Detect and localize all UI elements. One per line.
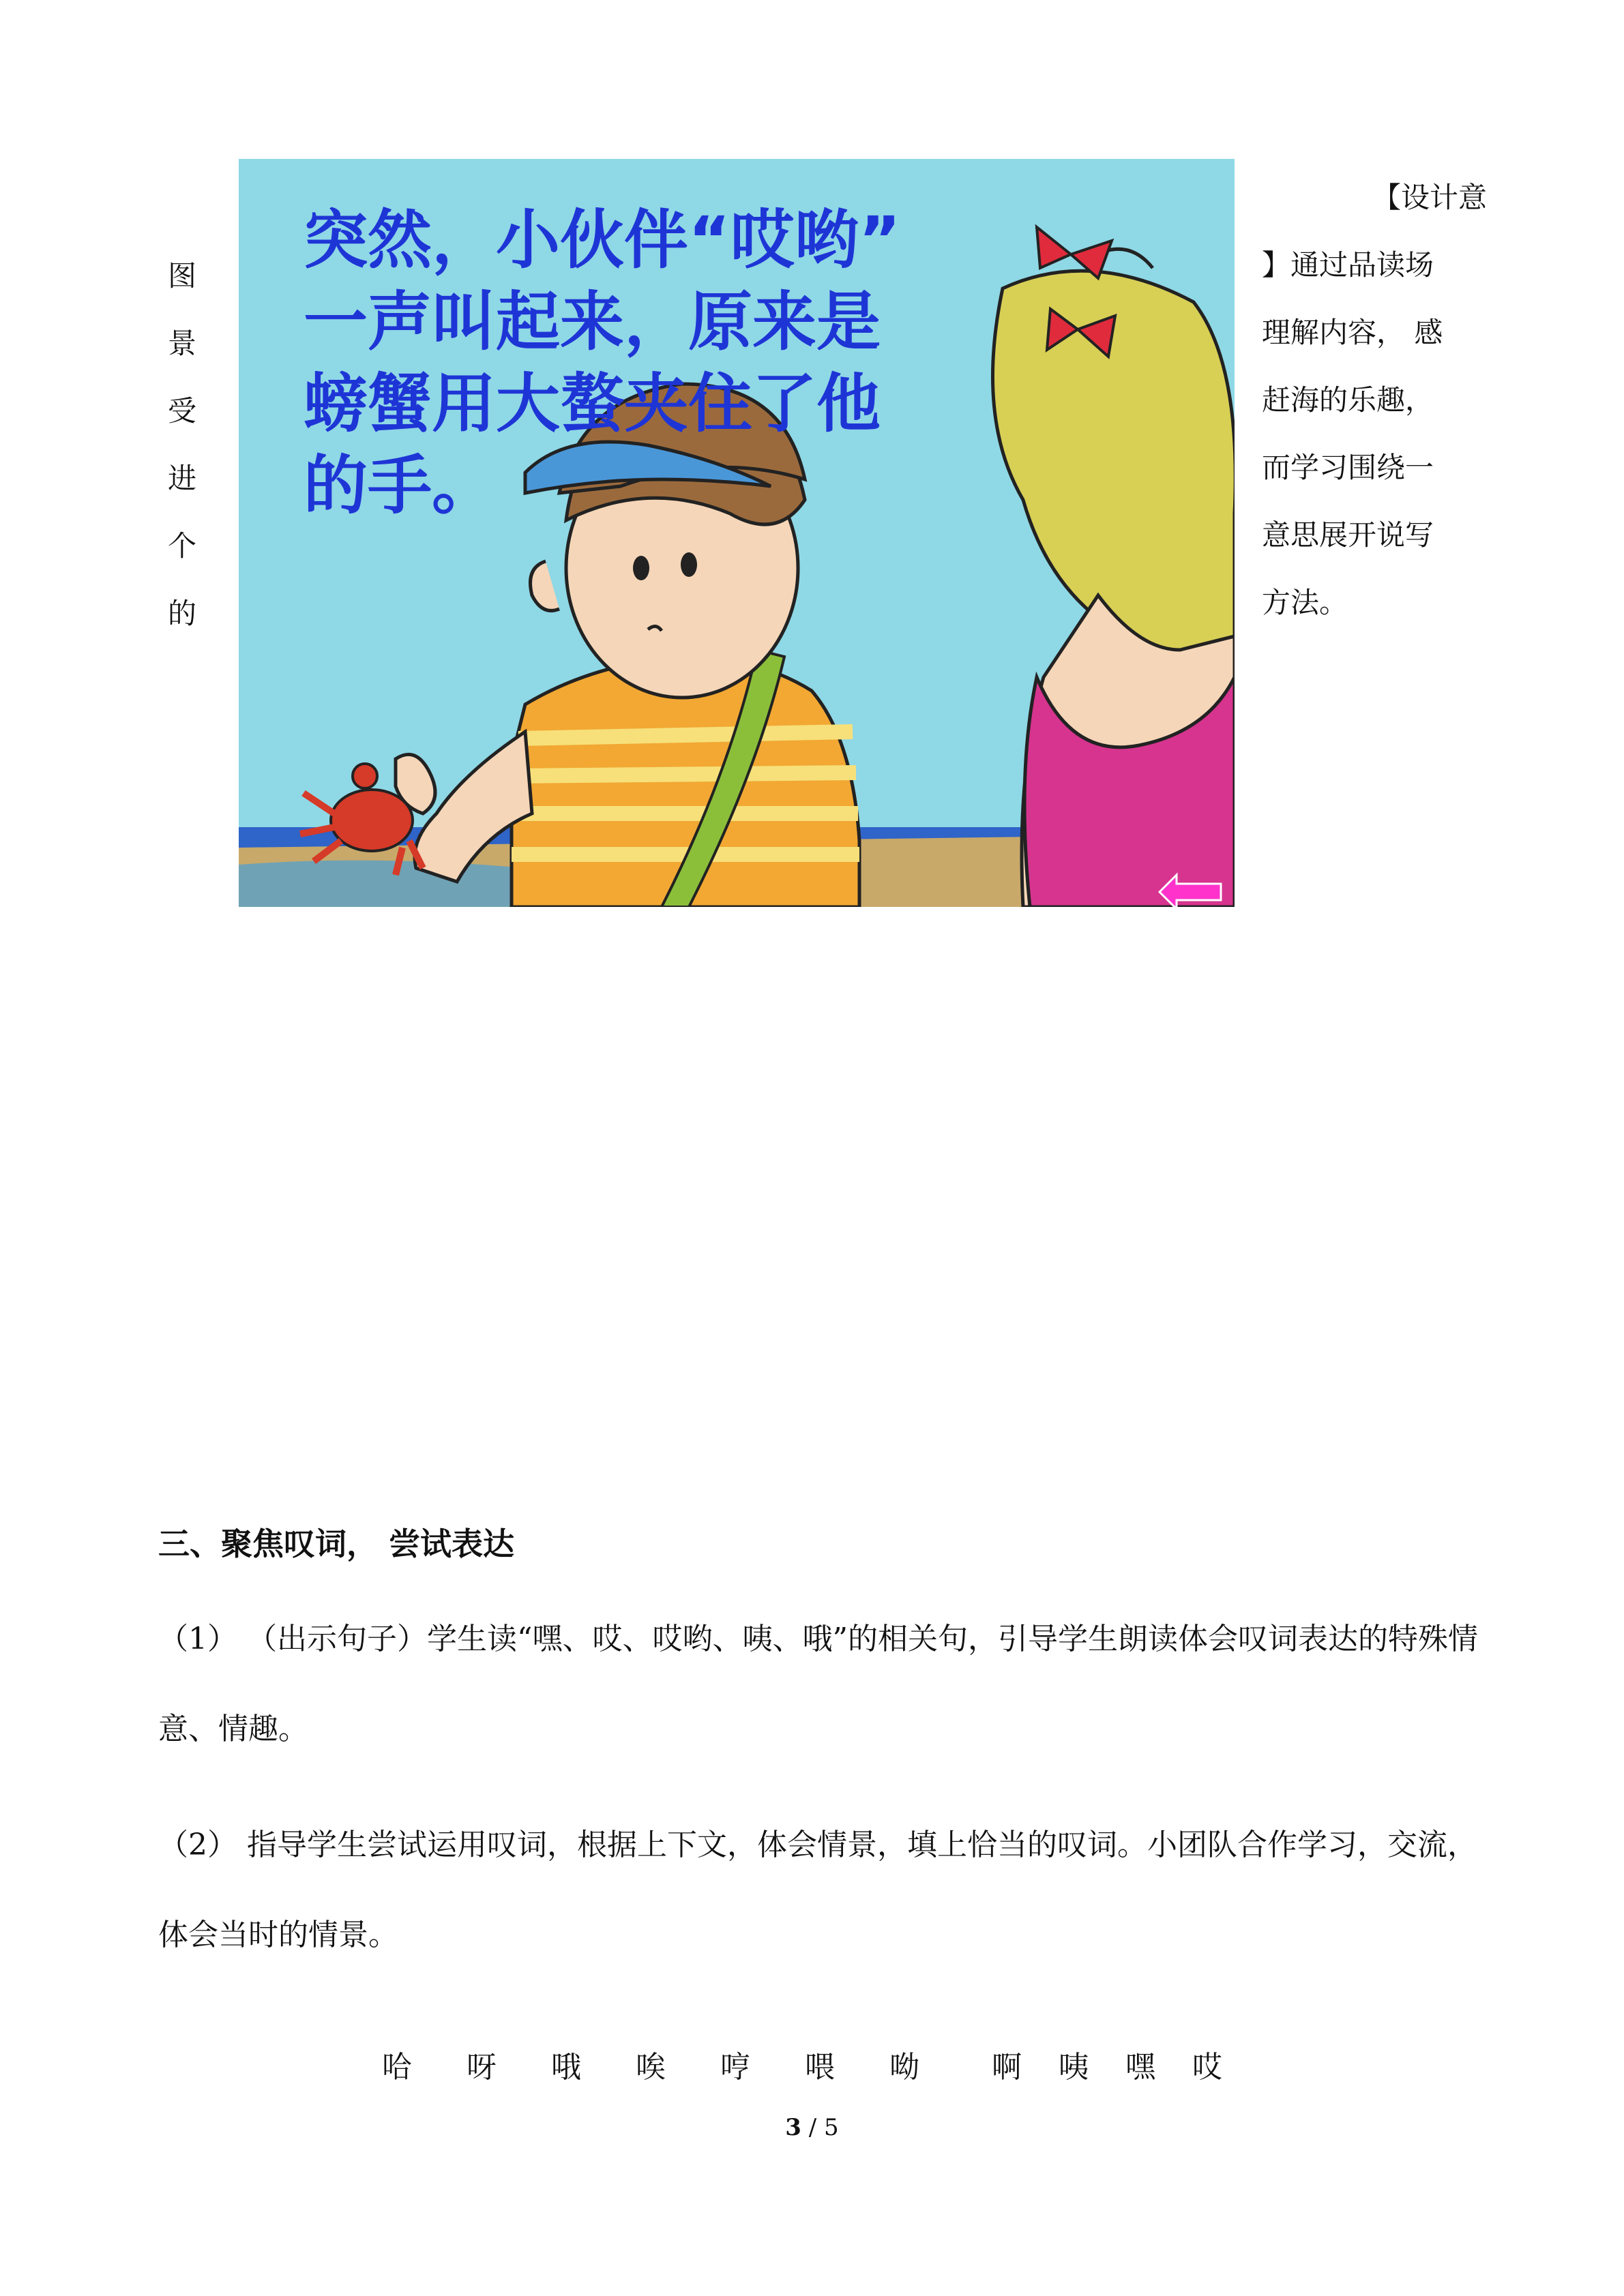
left-char: 景 bbox=[167, 327, 196, 360]
page-number bbox=[0, 2114, 1624, 2141]
interjection-list bbox=[382, 2042, 1222, 2086]
paragraph-2: （2） 指导学生尝试运用叹词，根据上下文，体会情景，填上恰当的叹词。小团队合作学习，交流，体会当时的情景。 bbox=[158, 1828, 1477, 1952]
interjection-word: 喂 bbox=[805, 2050, 835, 2085]
slide-caption-line: 突然，小伙伴“哎哟” bbox=[304, 203, 901, 278]
section-heading: 三、聚焦叹词， 尝试表达 bbox=[158, 1525, 515, 1562]
note-line: 而学习围绕一 bbox=[1262, 451, 1434, 484]
left-char: 受 bbox=[167, 394, 196, 428]
interjection-word: 哎 bbox=[1192, 2050, 1222, 2085]
page-total: 5 bbox=[824, 2114, 839, 2141]
left-char: 进 bbox=[167, 462, 196, 495]
page-current: 3 bbox=[785, 2114, 801, 2141]
interjection-word: 啊 bbox=[992, 2050, 1022, 2085]
interjection-word: 咦 bbox=[1059, 2050, 1089, 2085]
note-line: 赶海的乐趣， bbox=[1262, 383, 1434, 417]
slide-caption-line: 螃蟹用大螯夹住了他 bbox=[304, 367, 881, 441]
note-line: 方法。 bbox=[1262, 586, 1348, 619]
left-char: 个 bbox=[167, 529, 196, 563]
interjection-word: 哦 bbox=[551, 2050, 581, 2085]
interjection-word: 哼 bbox=[720, 2050, 750, 2085]
page-separator: / bbox=[801, 2114, 825, 2141]
left-char: 图 bbox=[167, 259, 196, 293]
interjection-word: 呀 bbox=[467, 2050, 497, 2085]
note-line: 意思展开说写 bbox=[1262, 518, 1434, 552]
left-char: 的 bbox=[167, 597, 196, 630]
interjection-word: 嘿 bbox=[1125, 2050, 1155, 2085]
left-vertical-text bbox=[158, 242, 206, 647]
note-line: 】通过品读场 bbox=[1262, 248, 1434, 282]
slide-caption-line: 一声叫起来，原来是 bbox=[304, 285, 881, 359]
interjection-word: 呦 bbox=[889, 2050, 919, 2085]
note-line: 【设计意 bbox=[1372, 181, 1487, 214]
paragraph-1: （1） （出示句子）学生读“嘿、哎、哎哟、咦、哦”的相关句，引导学生朗读体会叹词表达的特殊情意、情趣。 bbox=[158, 1622, 1478, 1746]
interjection-word: 哈 bbox=[382, 2050, 412, 2085]
slide-illustration bbox=[239, 159, 1235, 907]
note-line: 理解内容， 感 bbox=[1262, 316, 1443, 349]
design-intent-note bbox=[1262, 164, 1487, 636]
slide-caption bbox=[304, 200, 972, 527]
interjection-word: 唉 bbox=[636, 2050, 666, 2085]
slide-caption-line: 的手。 bbox=[304, 449, 497, 523]
